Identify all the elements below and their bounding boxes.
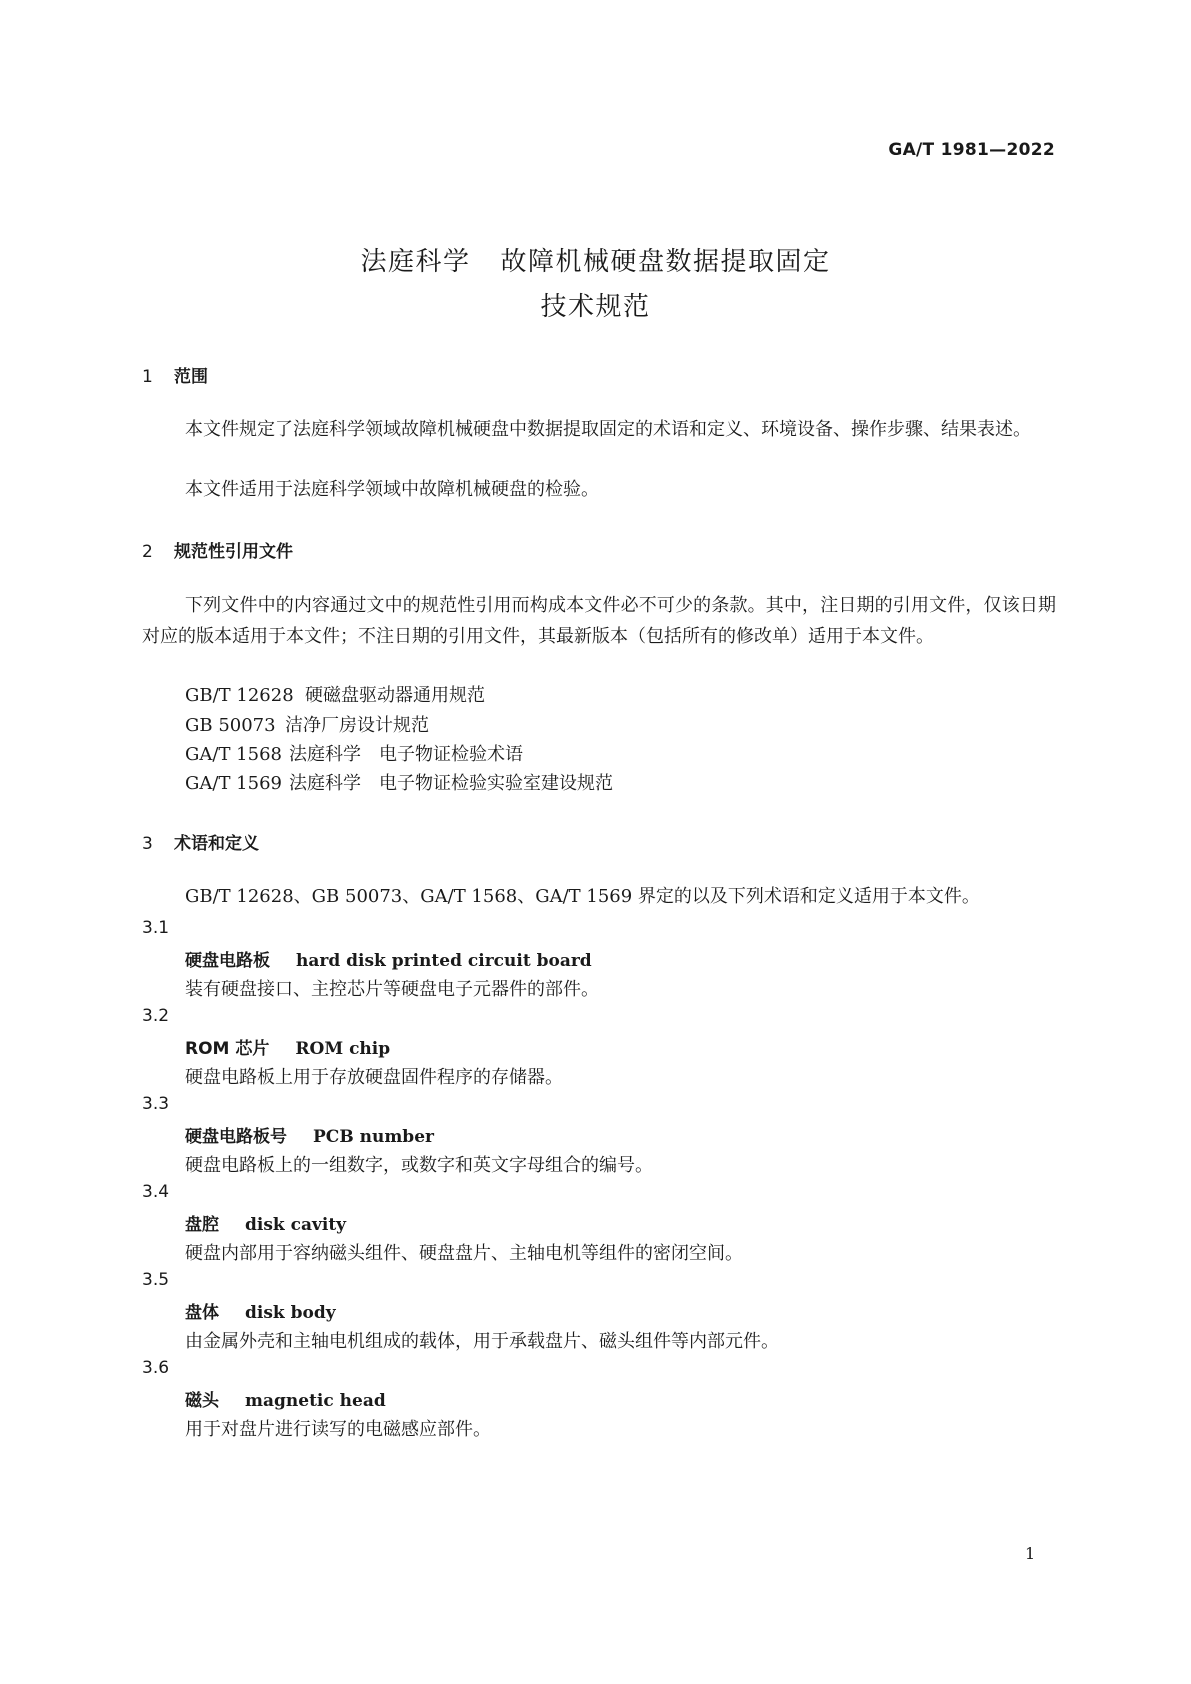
scope-paragraph-2: 本文件适用于法庭科学领域中故障机械硬盘的检验。 <box>185 479 599 500</box>
reference-item <box>185 711 429 737</box>
reference-code: GB/T 12628 <box>185 685 294 706</box>
term-name-zh: 硬盘电路板 <box>185 951 270 971</box>
normative-references-intro: 下列文件中的内容通过文中的规范性引用而构成本文件必不可少的条款。其中，注日期的引用文件，仅该日期对应的版本适用于本文件；不注日期的引用文件，其最新版本（包括所有的修改单）适用于本文件。 <box>142 595 1056 647</box>
title-part-2: 故障机械硬盘数据提取固定 <box>500 247 831 277</box>
term-name-zh: 硬盘电路板号 <box>185 1127 287 1147</box>
term-definition: 硬盘电路板上用于存放硬盘固件程序的存储器。 <box>185 1067 563 1088</box>
reference-code: GA/T 1569 <box>185 773 282 794</box>
reference-item <box>185 681 485 707</box>
term-name-en: ROM chip <box>295 1039 391 1059</box>
term-name <box>185 1386 386 1411</box>
term-definition: 硬盘内部用于容纳磁头组件、硬盘盘片、主轴电机等组件的密闭空间。 <box>185 1243 743 1264</box>
reference-item <box>185 740 523 766</box>
section-title: 术语和定义 <box>174 834 259 854</box>
term-name-en: magnetic head <box>245 1391 386 1411</box>
terms-intro: GB/T 12628、GB 50073、GA/T 1568、GA/T 1569 界定的以及下列术语和定义适用于本文件。 <box>185 886 980 907</box>
term-definition: 硬盘电路板上的一组数字，或数字和英文字母组合的编号。 <box>185 1155 653 1176</box>
term-number: 3.2 <box>142 1006 170 1026</box>
term-name-zh: 盘体 <box>185 1303 219 1323</box>
section-heading-scope <box>142 362 208 387</box>
term-name <box>185 1122 434 1147</box>
page-number: 1 <box>1025 1544 1036 1563</box>
term-definition: 由金属外壳和主轴电机组成的载体，用于承载盘片、磁头组件等内部元件。 <box>185 1331 779 1352</box>
document-title-line-1 <box>0 241 1191 278</box>
scope-paragraph-1: 本文件规定了法庭科学领域故障机械硬盘中数据提取固定的术语和定义、环境设备、操作步骤、结果表述。 <box>185 419 1031 440</box>
term-number: 3.1 <box>142 918 170 938</box>
reference-title: 法庭科学 电子物证检验术语 <box>289 744 523 765</box>
term-number: 3.3 <box>142 1094 170 1114</box>
term-name-en: disk cavity <box>245 1215 347 1235</box>
standard-code: GA/T 1981—2022 <box>888 140 1055 160</box>
term-definition: 装有硬盘接口、主控芯片等硬盘电子元器件的部件。 <box>185 979 599 1000</box>
section-number: 1 <box>142 367 153 387</box>
term-name-zh: 盘腔 <box>185 1215 219 1235</box>
section-title: 规范性引用文件 <box>174 542 293 562</box>
section-number: 3 <box>142 834 153 854</box>
section-number: 2 <box>142 542 153 562</box>
term-name <box>185 1298 336 1323</box>
title-part-1: 法庭科学 <box>360 247 471 277</box>
term-number: 3.4 <box>142 1182 170 1202</box>
term-name-en: disk body <box>245 1303 336 1323</box>
section-title: 范围 <box>174 367 208 387</box>
term-number: 3.5 <box>142 1270 170 1290</box>
reference-item <box>185 769 613 795</box>
term-name-zh: 磁头 <box>185 1391 219 1411</box>
reference-code: GB 50073 <box>185 715 276 736</box>
term-name-en: PCB number <box>313 1127 434 1147</box>
reference-title: 法庭科学 电子物证检验实验室建设规范 <box>289 773 613 794</box>
document-title-line-2: 技术规范 <box>540 292 651 322</box>
reference-code: GA/T 1568 <box>185 744 282 765</box>
section-heading-normative-references <box>142 537 293 562</box>
reference-title: 洁净厂房设计规范 <box>285 715 429 736</box>
term-name-en: hard disk printed circuit board <box>296 951 592 971</box>
term-name <box>185 1034 390 1059</box>
term-name-zh: ROM 芯片 <box>185 1039 270 1059</box>
term-definition: 用于对盘片进行读写的电磁感应部件。 <box>185 1419 491 1440</box>
term-name <box>185 1210 346 1235</box>
term-number: 3.6 <box>142 1358 170 1378</box>
section-heading-terms <box>142 829 259 854</box>
term-name <box>185 946 592 971</box>
reference-title: 硬磁盘驱动器通用规范 <box>305 685 485 706</box>
